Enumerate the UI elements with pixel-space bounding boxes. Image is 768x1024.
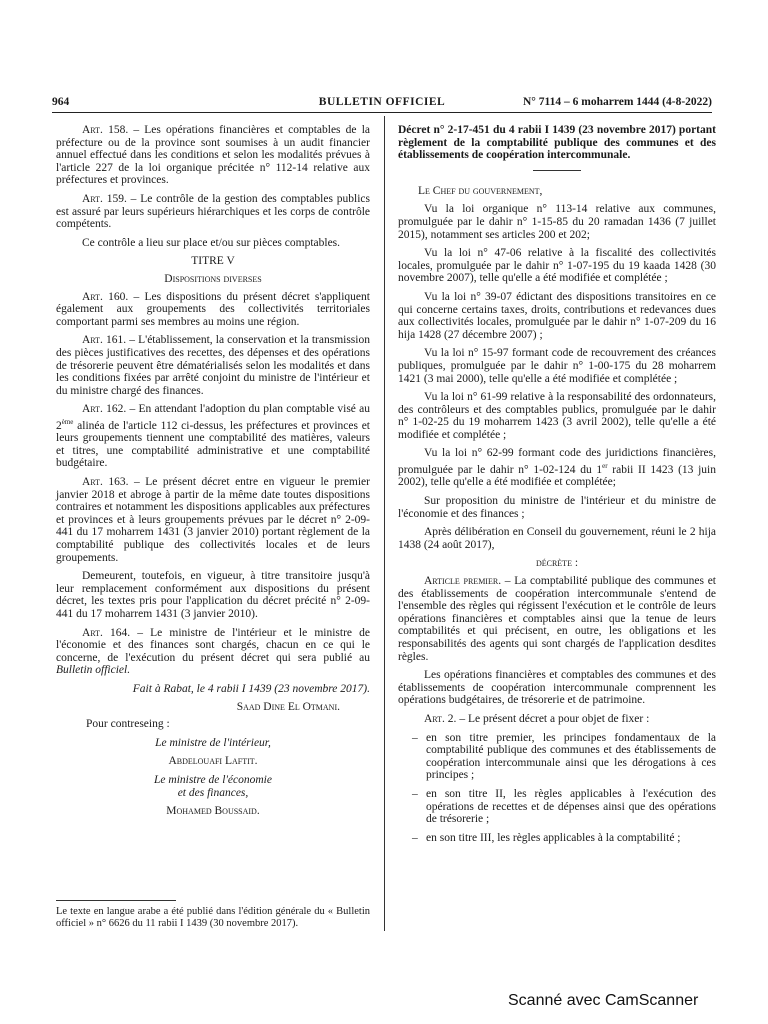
fait-a-rabat: Fait à Rabat, le 4 rabii I 1439 (23 novembre 2017). bbox=[132, 682, 370, 695]
camscanner-watermark: Scanné avec CamScanner bbox=[508, 992, 699, 1009]
visa-1: Vu la loi organique n° 113-14 relative aux communes, promulguée par le dahir n° 1-15-85 du 20 ramadan 1436 (7 juillet 2015), notamment ses articles 200 et 202; bbox=[398, 203, 716, 241]
list-item: – en son titre II, les règles applicables à l'exécution des opérations de recettes et de dépenses ainsi que des opérations de trésorerie ; bbox=[412, 787, 716, 826]
dispositions-heading: Dispositions diverses bbox=[164, 272, 262, 285]
page-header bbox=[52, 96, 712, 112]
title-separator bbox=[533, 170, 581, 171]
list-item: – en son titre III, les règles applicables à la comptabilité ; bbox=[412, 831, 681, 844]
issue-info: N° 7114 – 6 moharrem 1444 (4-8-2022) bbox=[523, 96, 712, 108]
article-162: Art. 162. – En attendant l'adoption du plan comptable visé au 2ème alinéa de l'article 112 ci-dessus, les préfectures et provinces et leurs groupements tiennent une comptabilité des matières, valeurs et titres, une comptabilité administrative et une comptabilité budgétaire. bbox=[56, 403, 370, 470]
page-number: 964 bbox=[52, 96, 70, 108]
left-column bbox=[56, 124, 370, 824]
article-premier-paragraph-2: Les opérations financières et comptables des communes et des établissements de coopération intercommunale comprennent les opérations budgétaires, de trésorerie et de patrimoine. bbox=[398, 669, 716, 707]
minister-interior-title: Le ministre de l'intérieur, bbox=[155, 736, 271, 749]
article-159-paragraph-2: Ce contrôle a lieu sur place et/ou sur pièces comptables. bbox=[82, 236, 341, 249]
article-161: Art. 161. – L'établissement, la conservation et la transmission des pièces justificatives des recettes, des dépenses et des opérations de trésorerie peuvent être dématérialisés selon les modalités et dans les conditions fixées par arrêté conjoint du ministre de l'intérieur et du ministre chargé des finances. bbox=[56, 334, 370, 397]
footnote: Le texte en langue arabe a été publié dans l'édition générale du « Bulletin officiel » n° 6626 du 11 rabii I 1439 (30 novembre 2017). bbox=[56, 906, 370, 929]
minister-economy-title-2: et des finances, bbox=[177, 786, 249, 799]
article-164: Art. 164. – Le ministre de l'intérieur et le ministre de l'économie et des finances sont chargés, chacun en ce qui le concerne, de l'exécution du présent décret qui sera publié au Bulletin officiel. bbox=[56, 626, 370, 677]
decree-title: Décret n° 2-17-451 du 4 rabii I 1439 (23 novembre 2017) portant règlement de la comptabilité publique des communes et des établissements de coopération intercommunale. bbox=[398, 124, 716, 162]
visa-4: Vu la loi n° 15-97 formant code de recouvrement des créances publiques, promulguée par le dahir n° 1-00-175 du 28 moharrem 1421 (3 mai 2000), telle qu'elle a été modifiée et complétée ; bbox=[398, 347, 716, 385]
visa-5: Vu la loi n° 61-99 relative à la responsabilité des ordonnateurs, des contrôleurs et des comptables publics, promulguée par le dahir n° 1-02-25 du 19 moharrem 1423 (3 avril 2002), telle qu'elle a été modifiée et complétée ; bbox=[398, 391, 716, 441]
column-divider bbox=[384, 116, 385, 931]
decrete-heading: décrète : bbox=[535, 557, 579, 570]
article-2: Art. 2. – Le présent décret a pour objet de fixer : bbox=[424, 712, 650, 725]
article-158: Art. 158. – Les opérations financières et comptables de la préfecture ou de la province sont soumises à un audit financier annuel effectué dans les conditions et selon les modalités prévues à l'article 227 de la loi organique précitée n° 112-14 relative aux préfectures et provinces. bbox=[56, 124, 370, 187]
minister-economy-name: Mohamed Boussaid. bbox=[166, 805, 260, 818]
minister-economy-title-1: Le ministre de l'économie bbox=[154, 773, 272, 786]
header-rule bbox=[52, 112, 712, 113]
article-premier: Article premier. – La comptabilité publique des communes et des établissements de coopération intercommunale s'entend de l'ensemble des règles qui régissent l'exécution et le contrôle de leurs opérations financières et comptables ainsi que la tenue de leurs comptabilités et qui précisent, en outre, les obligations et les responsabilités des agents qui sont chargés de l'application desdites règles. bbox=[398, 575, 717, 663]
titre-heading: TITRE V bbox=[191, 255, 235, 268]
chef-du-gouvernement: Le Chef du gouvernement, bbox=[418, 184, 543, 197]
signatory-name: Saad Dine El Otmani. bbox=[236, 700, 340, 713]
visa-3: Vu la loi n° 39-07 édictant des dispositions transitoires en ce qui concerne certains taxes, droits, contributions et redevances dues aux collectivités locales, promulguée par le dahir n° 1-07-209 du 16 hija 1428 (27 décembre 2007) ; bbox=[398, 290, 716, 341]
deliberation: Après délibération en Conseil du gouvernement, réuni le 2 hija 1438 (24 août 2017), bbox=[398, 526, 716, 551]
bulletin-title: BULLETIN OFFICIEL bbox=[318, 96, 446, 108]
proposition: Sur proposition du ministre de l'intérieur et du ministre de l'économie et des finances ; bbox=[398, 495, 716, 520]
article-163-paragraph-2: Demeurent, toutefois, en vigueur, à titre transitoire jusqu'à leur remplacement conformément aux dispositions du présent décret, les textes pris pour l'application du décret précité n° 2-09-441 du 17 moharrem 1431 (3 janvier 2010). bbox=[56, 570, 370, 621]
right-column bbox=[398, 124, 716, 850]
article-159: Art. 159. – Le contrôle de la gestion des comptables publics est assuré par leurs supérieurs hiérarchiques et les corps de contrôle compétents. bbox=[56, 192, 370, 231]
footnote-rule bbox=[56, 900, 176, 901]
contreseing-label: Pour contreseing : bbox=[86, 718, 170, 731]
visa-2: Vu la loi n° 47-06 relative à la fiscalité des collectivités locales, promulguée par le dahir n° 1-07-195 du 19 kaada 1428 (30 novembre 2007), telle qu'elle a été modifiée et complétée ; bbox=[398, 247, 716, 285]
article-160: Art. 160. – Les dispositions du présent décret s'appliquent également aux groupements des collectivités territoriales comportant parmi ses membres au moins une région. bbox=[56, 290, 370, 328]
minister-interior-name: Abdelouafi Laftit. bbox=[168, 755, 258, 768]
article-163: Art. 163. – Le présent décret entre en vigueur le premier janvier 2018 et abroge à partir de la même date toutes dispositions contraires et notamment les dispositions applicables aux préfectures et provinces et à leurs groupements prévues par le décret n° 2-09-441 du 17 moharrem 1431 (3 janvier 2010) portant règlement de la comptabilité publique des collectivités locales et de leurs groupements. bbox=[56, 476, 370, 564]
visa-6: Vu la loi n° 62-99 formant code des juridictions financières, promulguée par le dahir n° 1-02-124 du 1er rabii II 1423 (13 juin 2002), telle qu'elle a été modifiée et complétée; bbox=[398, 447, 716, 489]
list-item: – en son titre premier, les principes fondamentaux de la comptabilité publique des communes et des établissements de coopération intercommunale ainsi que les dérogations à ces principes ; bbox=[412, 731, 716, 782]
